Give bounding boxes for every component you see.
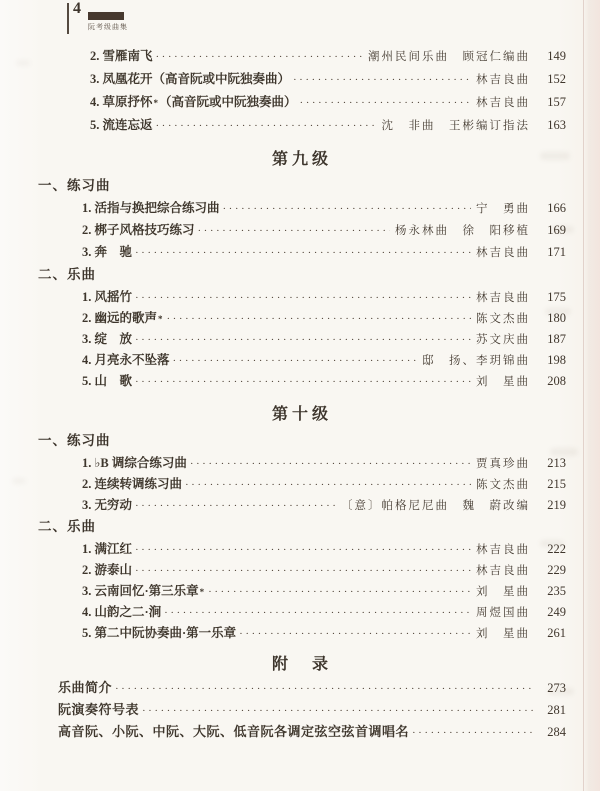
entry-page-number: 163 — [547, 118, 566, 132]
entry-page-number: 198 — [547, 353, 566, 367]
toc-entry — [38, 699, 566, 721]
table-of-contents — [38, 44, 566, 743]
toc-entry — [38, 580, 566, 601]
entry-title: 1. 满江红 — [82, 542, 133, 556]
toc-section-continuation — [38, 44, 566, 136]
entry-author: 贾真珍曲 — [476, 458, 530, 470]
toc-section-level-9 — [38, 148, 566, 391]
appendix-heading: 附 录 — [271, 656, 332, 673]
toc-entry — [38, 328, 566, 349]
entry-title: 乐曲简介 — [58, 680, 113, 695]
entry-title: 高音阮、小阮、中阮、大阮、低音阮各调定弦空弦首调唱名 — [58, 724, 410, 739]
bleed-through-mark — [12, 478, 26, 484]
group-label-pieces: 二、乐曲 — [38, 267, 96, 282]
entry-page-number: 169 — [547, 223, 566, 237]
dot-leader — [173, 349, 417, 370]
toc-entry — [38, 473, 566, 494]
dot-leader — [164, 601, 471, 622]
entry-author: 林吉良曲 — [476, 565, 530, 577]
entry-page-number: 180 — [547, 311, 566, 325]
dot-leader — [190, 452, 471, 473]
entry-author: 林吉良曲 — [476, 544, 530, 556]
toc-entry — [38, 559, 566, 580]
toc-entry — [38, 538, 566, 559]
entry-author: 刘 星曲 — [476, 376, 530, 388]
bleed-through-mark — [16, 60, 30, 66]
entry-title: 5. 第二中阮协奏曲·第一乐章 — [82, 626, 237, 640]
entry-page-number: 152 — [547, 72, 566, 86]
entry-author: 杨永林曲 徐 阳移植 — [395, 225, 530, 237]
entry-author: 邸 扬、李玥锦曲 — [422, 355, 530, 367]
dot-leader — [135, 538, 471, 559]
entry-author: 林吉良曲 — [476, 74, 530, 86]
group-label-pieces: 二、乐曲 — [38, 519, 96, 534]
entry-author: 陈文杰曲 — [476, 313, 530, 325]
book-title: 阮考级曲集 — [88, 24, 128, 31]
toc-entry — [38, 622, 566, 643]
toc-entry — [38, 349, 566, 370]
entry-title: 5. 山 歌 — [82, 374, 133, 388]
entry-page-number: 171 — [547, 245, 566, 259]
toc-entry — [38, 286, 566, 307]
entry-author: 刘 星曲 — [476, 586, 530, 598]
entry-author: 刘 星曲 — [476, 628, 530, 640]
group-label-etudes: 一、练习曲 — [38, 178, 111, 193]
toc-entry — [38, 67, 566, 90]
entry-title: 2. 雪雁南飞 — [90, 49, 153, 63]
group-pieces — [38, 538, 566, 643]
toc-entry — [38, 44, 566, 67]
entry-title: 3. 奔 驰 — [82, 245, 133, 259]
header-rule-bar — [88, 12, 124, 20]
dot-leader — [156, 44, 363, 67]
entry-title: 阮演奏符号表 — [58, 702, 140, 717]
entry-author: 宁 勇曲 — [476, 203, 530, 215]
entry-title: 1. 风摇竹 — [82, 290, 133, 304]
dot-leader — [135, 559, 471, 580]
entry-page-number: 284 — [547, 725, 566, 739]
entry-title: 2. 梆子风格技巧练习 — [82, 223, 195, 237]
entry-title: 3. 云南回忆·第三乐章 — [82, 584, 199, 598]
entry-title: 5. 流连忘返 — [90, 118, 153, 132]
dot-leader — [115, 677, 534, 699]
dot-leader — [198, 219, 390, 241]
entry-author: 潮州民间乐曲 顾冠仁编曲 — [368, 51, 530, 63]
toc-entry — [38, 494, 566, 515]
entry-page-number: 149 — [547, 49, 566, 63]
entry-page-number: 281 — [547, 703, 566, 717]
dot-leader — [293, 67, 471, 90]
entry-author: 林吉良曲 — [476, 292, 530, 304]
toc-entry — [38, 601, 566, 622]
dot-leader — [135, 328, 471, 349]
toc-entry — [38, 677, 566, 699]
entry-page-number: 273 — [547, 681, 566, 695]
entry-title: 3. 绽 放 — [82, 332, 133, 346]
dot-leader — [167, 307, 471, 328]
entry-page-number: 157 — [547, 95, 566, 109]
dot-leader — [135, 494, 336, 515]
toc-entry — [38, 113, 566, 136]
page-edge-shadow — [583, 0, 600, 791]
toc-entry — [38, 197, 566, 219]
dot-leader — [156, 113, 377, 136]
entry-star: * — [158, 314, 163, 324]
entry-author: 陈文杰曲 — [476, 479, 530, 491]
entry-title-cont: （高音阮或中阮独奏曲） — [159, 95, 297, 109]
entry-page-number: 229 — [547, 563, 566, 577]
toc-section-appendix — [38, 653, 566, 743]
entry-title: 1. ♭B 调综合练习曲 — [82, 456, 187, 470]
group-label-etudes: 一、练习曲 — [38, 433, 111, 448]
entry-author: 苏文庆曲 — [476, 334, 530, 346]
dot-leader — [239, 622, 471, 643]
dot-leader — [135, 286, 471, 307]
entry-page-number: 213 — [547, 456, 566, 470]
entry-author: 林吉良曲 — [476, 97, 530, 109]
dot-leader — [135, 370, 471, 391]
entry-author: 周煜国曲 — [476, 607, 530, 619]
toc-entry — [38, 452, 566, 473]
dot-leader — [412, 721, 534, 743]
entry-title: 2. 游泰山 — [82, 563, 133, 577]
toc-entry — [38, 219, 566, 241]
entry-title: 1. 活指与换把综合练习曲 — [82, 201, 220, 215]
entry-title: 4. 山韵之二·涧 — [82, 605, 162, 619]
entry-title: 3. 凤凰花开（高音阮或中阮独奏曲） — [90, 72, 291, 86]
toc-entry — [38, 370, 566, 391]
entry-page-number: 166 — [547, 201, 566, 215]
entry-star: * — [199, 587, 205, 597]
dot-leader — [208, 580, 471, 601]
dot-leader — [300, 90, 471, 113]
toc-entry — [38, 307, 566, 328]
entry-title: 4. 草原抒怀 — [90, 95, 153, 109]
dot-leader — [185, 473, 471, 494]
entry-author: 〔意〕帕格尼尼曲 魏 蔚改编 — [341, 500, 530, 512]
entry-page-number: 222 — [547, 542, 566, 556]
toc-section-level-10 — [38, 403, 566, 643]
group-pieces — [38, 286, 566, 391]
entry-page-number: 215 — [547, 477, 566, 491]
page-number: 4 — [73, 0, 81, 17]
dot-leader — [142, 699, 534, 721]
entry-page-number: 187 — [547, 332, 566, 346]
toc-entry — [38, 721, 566, 743]
entry-author: 林吉良曲 — [476, 247, 530, 259]
entry-page-number: 261 — [547, 626, 566, 640]
entry-page-number: 208 — [547, 374, 566, 388]
entry-star: * — [153, 98, 159, 108]
entry-author: 沈 非曲 王彬编订指法 — [381, 120, 530, 132]
entry-title: 3. 无穷动 — [82, 498, 133, 512]
header-vertical-rule — [67, 3, 69, 34]
dot-leader — [135, 241, 471, 263]
entry-title: 2. 幽远的歌声 — [82, 311, 158, 325]
entry-page-number: 175 — [547, 290, 566, 304]
group-etudes — [38, 452, 566, 515]
toc-entry — [38, 241, 566, 263]
entry-title: 2. 连续转调练习曲 — [82, 477, 183, 491]
entry-page-number: 249 — [547, 605, 566, 619]
group-etudes — [38, 197, 566, 263]
toc-entry — [38, 90, 566, 113]
entry-page-number: 235 — [547, 584, 566, 598]
dot-leader — [223, 197, 471, 219]
entry-page-number: 219 — [547, 498, 566, 512]
level-heading: 第九级 — [271, 151, 332, 168]
entry-title: 4. 月亮永不坠落 — [82, 353, 170, 367]
level-heading: 第十级 — [271, 406, 332, 423]
